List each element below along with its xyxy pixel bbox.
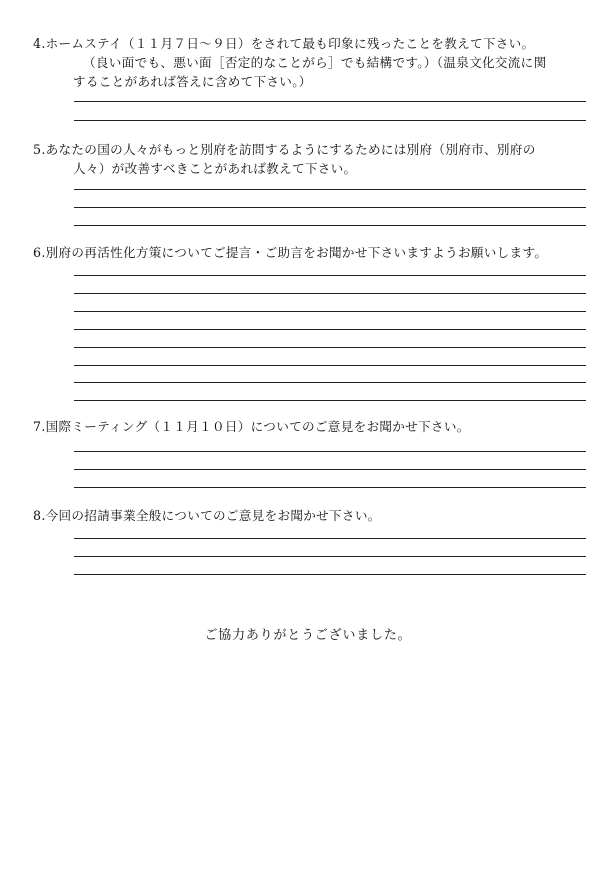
answer-line[interactable] xyxy=(74,400,586,401)
answer-line[interactable] xyxy=(74,574,586,575)
question-line: 人々）が改善すべきことがあれば教えて下さい。 xyxy=(73,161,357,176)
answer-line[interactable] xyxy=(74,225,586,226)
answer-line[interactable] xyxy=(74,311,586,312)
answer-line[interactable] xyxy=(74,365,586,366)
question-number: 8. xyxy=(33,508,46,523)
question-7-text xyxy=(33,418,470,436)
question-6-text xyxy=(33,244,547,262)
question-8-text xyxy=(33,507,381,525)
question-4-text xyxy=(33,35,534,53)
question-5-text xyxy=(33,141,536,159)
answer-line[interactable] xyxy=(74,469,586,470)
question-line: 今回の招請事業全般についてのご意見をお聞かせ下さい。 xyxy=(45,508,381,523)
question-line: （良い面でも、悪い面［否定的なことがら］でも結構です。）（温泉文化交流に関 xyxy=(83,55,547,70)
answer-line[interactable] xyxy=(74,556,586,557)
question-line: 国際ミーティング（１１月１０日）についてのご意見をお聞かせ下さい。 xyxy=(45,419,470,434)
closing-message: ご協力ありがとうございました。 xyxy=(204,628,412,643)
question-number: 7. xyxy=(33,419,46,434)
answer-line[interactable] xyxy=(74,207,586,208)
question-number: 5. xyxy=(33,142,46,157)
question-number: 4. xyxy=(33,36,46,51)
question-number: 6. xyxy=(33,245,46,260)
answer-line[interactable] xyxy=(74,120,586,121)
question-line: することがあれば答えに含めて下さい。） xyxy=(73,74,312,89)
answer-line[interactable] xyxy=(74,101,586,102)
question-line: ホームステイ（１１月７日～９日）をされて最も印象に残ったことを教えて下さい。 xyxy=(45,36,535,51)
answer-line[interactable] xyxy=(74,189,586,190)
answer-line[interactable] xyxy=(74,329,586,330)
question-line: 別府の再活性化方策についてご提言・ご助言をお聞かせ下さいますようお願いします。 xyxy=(45,245,548,260)
answer-line[interactable] xyxy=(74,451,586,452)
answer-line[interactable] xyxy=(74,275,586,276)
question-line: あなたの国の人々がもっと別府を訪問するようにするためには別府（別府市、別府の xyxy=(45,142,536,157)
answer-line[interactable] xyxy=(74,293,586,294)
answer-line[interactable] xyxy=(74,382,586,383)
answer-line[interactable] xyxy=(74,487,586,488)
answer-line[interactable] xyxy=(74,538,586,539)
answer-line[interactable] xyxy=(74,347,586,348)
